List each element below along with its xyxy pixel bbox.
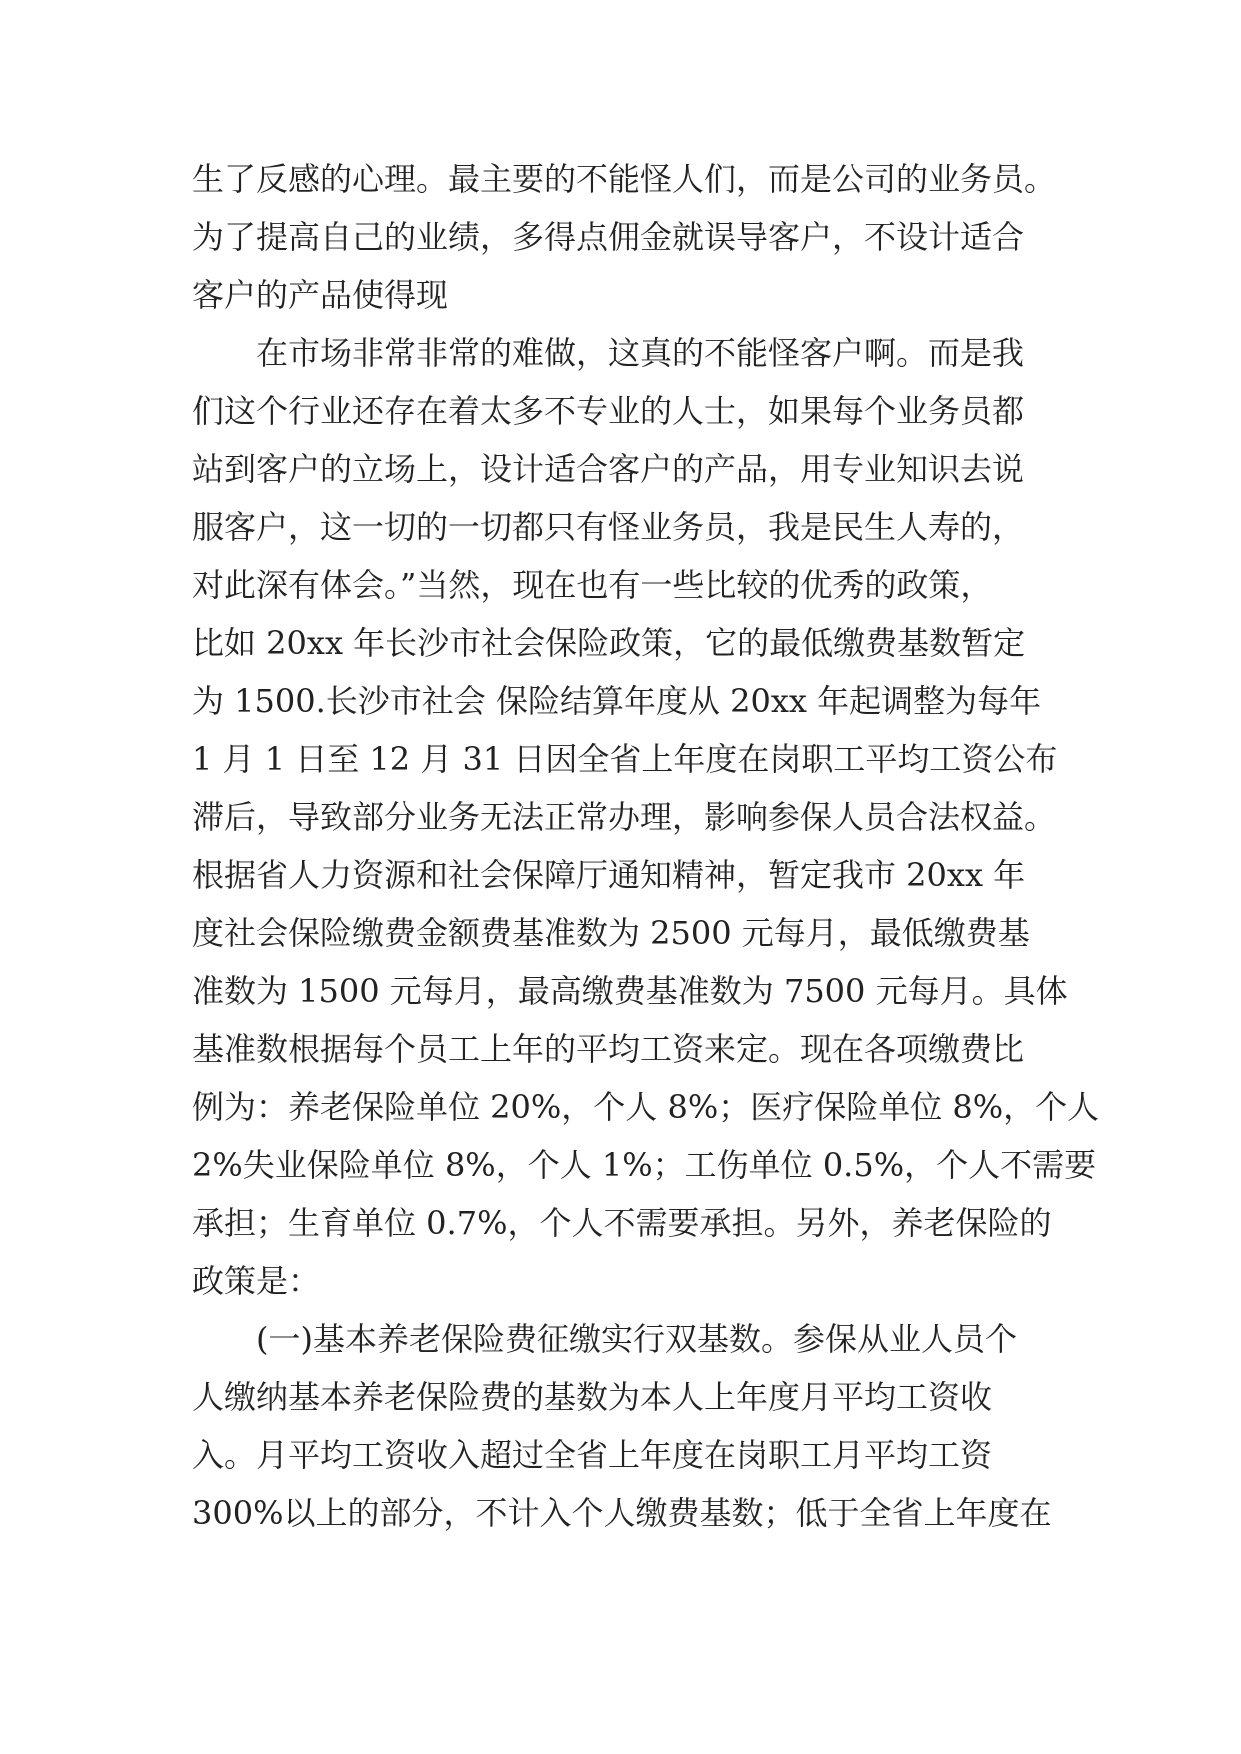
text-line: 人缴纳基本养老保险费的基数为本人上年度月平均工资收 bbox=[192, 1378, 993, 1416]
text-line: (一)基本养老保险费征缴实行双基数。参保从业人员个 bbox=[256, 1320, 1017, 1358]
text-line: 2%失业保险单位 8%，个人 1%；工伤单位 0.5%，个人不需要 bbox=[192, 1146, 1097, 1184]
text-line: 入。月平均工资收入超过全省上年度在岗职工月平均工资 bbox=[192, 1436, 993, 1474]
text-line: 在市场非常非常的难做，这真的不能怪客户啊。而是我 bbox=[256, 334, 1025, 372]
text-line: 为了提高自己的业绩，多得点佣金就误导客户，不设计适合 bbox=[192, 218, 1025, 256]
text-line: 滞后，导致部分业务无法正常办理，影响参保人员合法权益。 bbox=[192, 798, 1057, 836]
paragraph-2 bbox=[192, 324, 1100, 1310]
text-line: 准数为 1500 元每月，最高缴费基准数为 7500 元每月。具体 bbox=[192, 972, 1068, 1010]
text-line: 1 月 1 日至 12 月 31 日因全省上年度在岗职工平均工资公布 bbox=[192, 740, 1058, 778]
paragraph-3 bbox=[192, 1310, 1072, 1542]
text-line: 为 1500.长沙市社会 保险结算年度从 20xx 年起调整为每年 bbox=[192, 682, 1042, 720]
text-line: 根据省人力资源和社会保障厅通知精神，暂定我市 20xx 年 bbox=[192, 856, 1026, 894]
text-line: 300%以上的部分，不计入个人缴费基数；低于全省上年度在 bbox=[192, 1494, 1052, 1532]
text-line: 例为：养老保险单位 20%，个人 8%；医疗保险单位 8%，个人 bbox=[192, 1088, 1100, 1126]
text-line: 对此深有体会。”当然，现在也有一些比较的优秀的政策， bbox=[192, 566, 993, 604]
text-line: 比如 20xx 年长沙市社会保险政策，它的最低缴费基数暂定 bbox=[192, 624, 1026, 662]
document-body bbox=[192, 150, 1100, 1542]
text-line: 度社会保险缴费金额费基准数为 2500 元每月，最低缴费基 bbox=[192, 914, 1030, 952]
text-line: 承担；生育单位 0.7%，个人不需要承担。另外，养老保险的 bbox=[192, 1204, 1052, 1242]
text-line: 基准数根据每个员工上年的平均工资来定。现在各项缴费比 bbox=[192, 1030, 1025, 1068]
paragraph-1 bbox=[192, 150, 1072, 324]
text-line: 生了反感的心理。最主要的不能怪人们，而是公司的业务员。 bbox=[192, 160, 1057, 198]
text-line: 客户的产品使得现 bbox=[192, 276, 449, 314]
text-line: 站到客户的立场上，设计适合客户的产品，用专业知识去说 bbox=[192, 450, 1025, 488]
text-line: 们这个行业还存在着太多不专业的人士，如果每个业务员都 bbox=[192, 392, 1025, 430]
text-line: 服客户，这一切的一切都只有怪业务员，我是民生人寿的， bbox=[192, 508, 1025, 546]
text-line: 政策是： bbox=[192, 1262, 321, 1300]
